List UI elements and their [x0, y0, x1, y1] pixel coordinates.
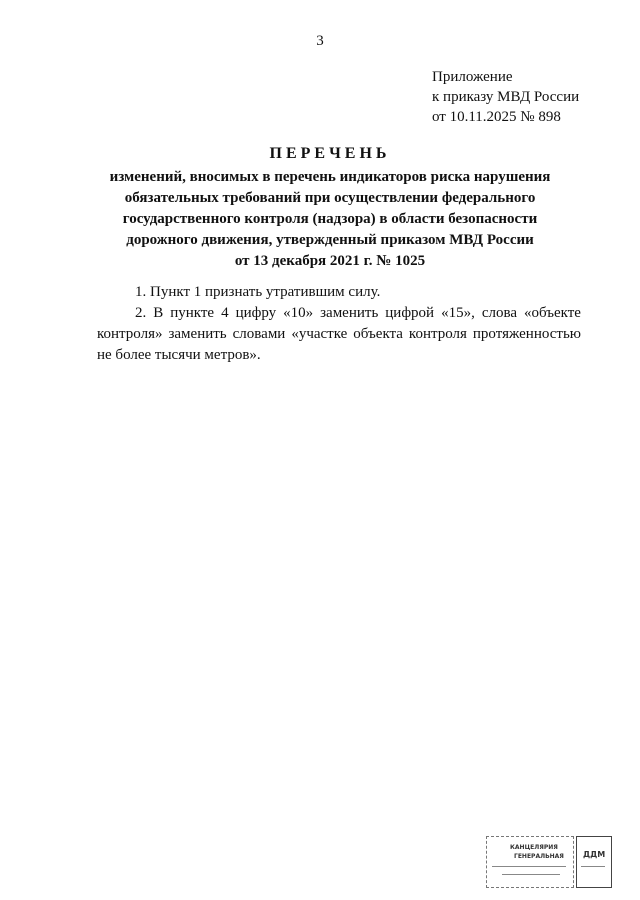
stamp-side-text: ДДМ	[583, 850, 606, 859]
title-subline-3: государственного контроля (надзора) в области безопасности	[122, 211, 538, 227]
appendix-line-2: к приказу МВД России	[432, 89, 580, 105]
body-text	[97, 282, 581, 366]
paragraph-2-first-line	[97, 303, 581, 324]
title-subline-2: обязательных требований при осуществлении федерального	[124, 190, 536, 206]
word: заменить	[320, 305, 379, 321]
stamp-line-1: КАНЦЕЛЯРИЯ	[510, 844, 558, 851]
word: «15»,	[441, 305, 475, 321]
word: «объекте	[523, 305, 581, 321]
stamp-line-2: ГЕНЕРАЛЬНАЯ	[514, 853, 564, 860]
registration-stamp	[486, 836, 612, 888]
word: пункте	[170, 305, 215, 321]
word: «10»	[283, 305, 314, 321]
stamp-rule	[492, 866, 566, 867]
paragraph-1: 1. Пункт 1 признать утратившим силу.	[135, 284, 381, 300]
paragraph-2-rest: контроля» заменить словами «участке объекта контроля протяженностью не более тысячи метров».	[97, 326, 581, 363]
title-subline-1: изменений, вносимых в перечень индикаторов риска нарушения	[109, 169, 551, 185]
title-subline-4: дорожного движения, утвержденный приказом МВД России	[126, 232, 534, 248]
word: слова	[481, 305, 517, 321]
stamp-rule	[581, 866, 605, 867]
word: цифру	[235, 305, 277, 321]
word: 4	[221, 305, 229, 321]
word: В	[153, 305, 164, 321]
stamp-side-box	[576, 836, 612, 888]
page-number: 3	[316, 33, 324, 49]
appendix-line-3: от 10.11.2025 № 898	[432, 109, 561, 125]
title-block	[60, 145, 600, 272]
title-subline-5: от 13 декабря 2021 г. № 1025	[234, 253, 426, 269]
document-title: ПЕРЕЧЕНЬ	[269, 145, 391, 162]
appendix-block	[432, 67, 579, 127]
stamp-rule	[502, 874, 560, 875]
word: 2.	[135, 305, 147, 321]
word: цифрой	[385, 305, 435, 321]
appendix-line-1: Приложение	[432, 69, 513, 85]
